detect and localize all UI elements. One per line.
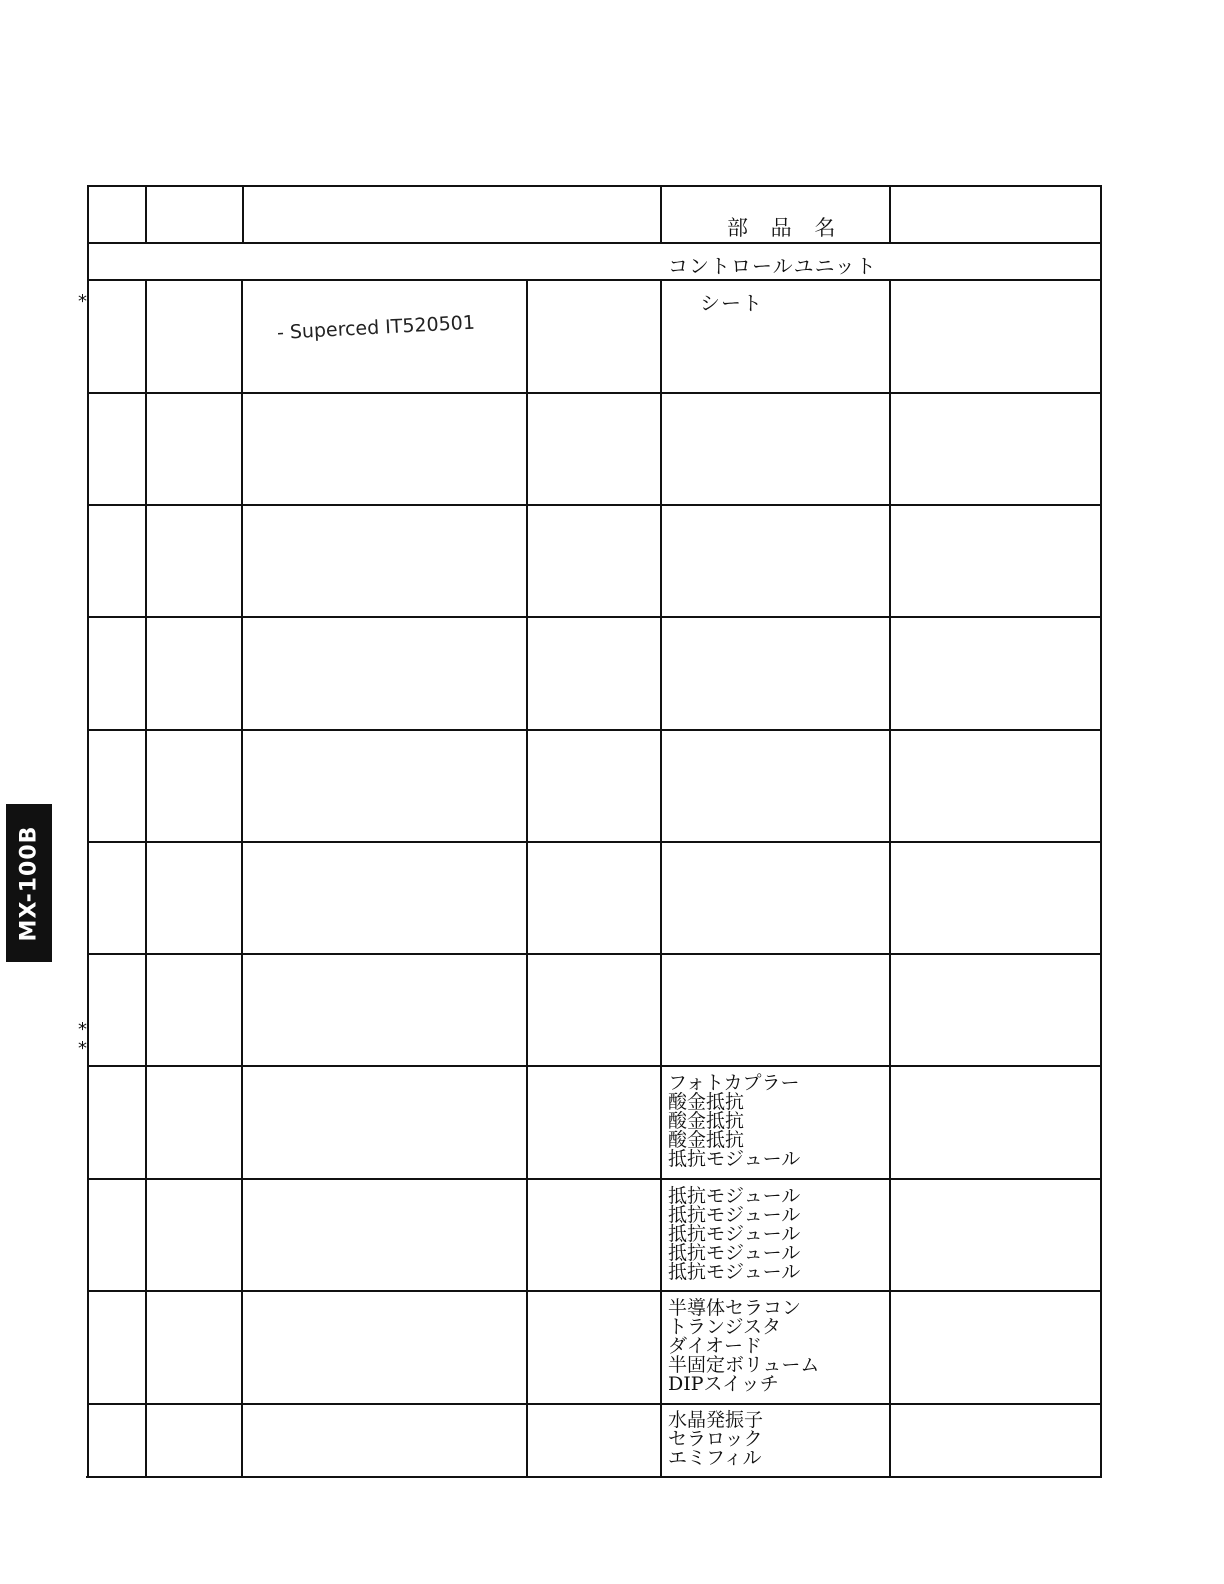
- part-name: セラロック: [668, 1428, 763, 1450]
- column-divider: [242, 185, 244, 243]
- part-name: 抵抗モジュール: [668, 1204, 801, 1226]
- table-border-right: [1100, 185, 1102, 1478]
- part-name: 抵抗モジュール: [668, 1261, 801, 1283]
- part-name-column-header: 部 品 名: [727, 216, 844, 240]
- part-name-cell: [668, 1299, 819, 1394]
- handwritten-note: - Superced IT520501: [276, 311, 476, 344]
- column-divider: [145, 279, 147, 1478]
- part-name: 水晶発振子: [668, 1409, 764, 1431]
- part-name: 酸金抵抗: [668, 1129, 745, 1151]
- change-marker: *: [78, 291, 87, 312]
- part-name: トランジスタ: [668, 1316, 781, 1338]
- part-name: 抵抗モジュール: [668, 1242, 801, 1264]
- table-border-bottom: [86, 1476, 1102, 1478]
- part-name-cell: [668, 1074, 800, 1169]
- change-marker: *: [78, 1019, 87, 1040]
- part-name-cell: シート: [700, 291, 763, 315]
- part-name: 抵抗モジュール: [668, 1148, 801, 1170]
- model-label: MX-100B: [16, 825, 42, 941]
- part-name: エミフィル: [668, 1447, 762, 1469]
- column-divider: [660, 185, 662, 243]
- model-side-tab: [6, 804, 52, 962]
- table-border-left: [87, 185, 89, 1478]
- section-title: コントロールユニット: [668, 254, 877, 278]
- part-name: 酸金抵抗: [668, 1110, 745, 1132]
- part-name-cell: [668, 1187, 800, 1282]
- column-divider: [660, 279, 662, 1478]
- part-name: ダイオード: [668, 1335, 763, 1357]
- change-marker: *: [78, 1038, 87, 1059]
- column-divider: [241, 279, 243, 1478]
- part-name: DIPスイッチ: [668, 1373, 779, 1395]
- part-name: 抵抗モジュール: [668, 1185, 801, 1207]
- table-rule: [88, 242, 1102, 244]
- column-divider: [145, 185, 147, 243]
- table-border-top: [88, 185, 1102, 187]
- part-name: 半固定ボリューム: [668, 1354, 820, 1376]
- part-name: 抵抗モジュール: [668, 1223, 801, 1245]
- column-divider: [889, 279, 891, 1478]
- part-name: 酸金抵抗: [668, 1091, 745, 1113]
- part-name: フォトカプラー: [668, 1072, 800, 1094]
- column-divider: [889, 185, 891, 243]
- column-divider: [526, 279, 528, 1478]
- part-name-cell: [668, 1411, 763, 1468]
- part-name: 半導体セラコン: [668, 1297, 802, 1319]
